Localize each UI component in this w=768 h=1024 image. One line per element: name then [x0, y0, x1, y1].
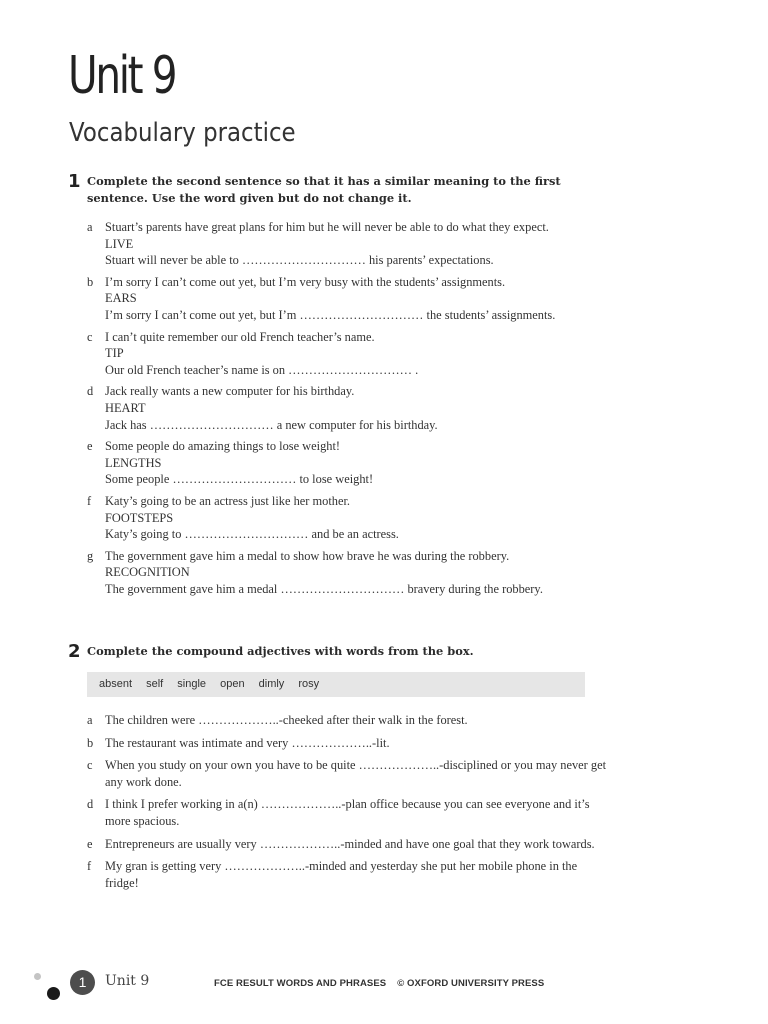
- exercise-1: [68, 173, 608, 597]
- item-sentence: I’m sorry I can’t come out yet, but I’m very busy with the students’ assignments.: [105, 274, 506, 289]
- item-letter: c: [87, 758, 93, 773]
- item-text: My gran is getting very ………………..-minded and yesterday she put her mobile phone in the fridge!: [105, 859, 578, 890]
- item-rewrite: Some people ………………………… to lose weight!: [105, 472, 374, 487]
- item-letter: g: [87, 548, 94, 563]
- item-keyword: RECOGNITION: [105, 565, 190, 580]
- item-sentence: Jack really wants a new computer for his birthday.: [105, 384, 355, 399]
- decorative-dot-icon: [47, 987, 60, 1000]
- exercise-instruction: Complete the compound adjectives with words from the box.: [87, 644, 474, 658]
- item-rewrite: Jack has ………………………… a new computer for his birthday.: [105, 417, 438, 432]
- exercise-item: [87, 836, 608, 853]
- item-letter: f: [87, 493, 92, 508]
- exercise-item: [87, 858, 608, 891]
- item-text: When you study on your own you have to be quite ………………..-disciplined or you may never get any work done.: [105, 758, 607, 789]
- footer-book-title: [214, 978, 544, 989]
- page-number-badge: 1: [70, 970, 95, 995]
- item-text: Entrepreneurs are usually very ………………..-minded and have one goal that they work towards.: [105, 836, 595, 851]
- book-title: FCE RESULT WORDS AND PHRASES: [214, 978, 387, 989]
- item-keyword: LIVE: [105, 236, 134, 251]
- exercise-item: [87, 274, 608, 324]
- exercise-number: 1: [68, 171, 81, 192]
- exercise-1-header: [68, 173, 608, 207]
- item-keyword: TIP: [105, 346, 124, 361]
- item-letter: a: [87, 220, 93, 234]
- item-letter: d: [87, 797, 94, 812]
- exercise-instruction: Complete the second sentence so that it has a similar meaning to the first sentence. Use the word given but do not change it.: [87, 174, 561, 205]
- item-text: The children were ………………..-cheeked after their walk in the forest.: [105, 713, 468, 727]
- item-keyword: LENGTHS: [105, 455, 162, 470]
- copyright-notice: © OXFORD UNIVERSITY PRESS: [397, 978, 545, 989]
- exercise-item: [87, 493, 608, 543]
- item-text: The restaurant was intimate and very ………………..-lit.: [105, 735, 390, 750]
- unit-title: Unit 9: [68, 46, 176, 106]
- item-letter: d: [87, 384, 94, 399]
- word-box-item: self: [146, 678, 164, 690]
- word-box-item: rosy: [298, 678, 320, 690]
- item-letter: b: [87, 274, 94, 289]
- exercise-number: 2: [68, 641, 81, 662]
- item-letter: f: [87, 859, 92, 874]
- word-box-item: single: [177, 678, 207, 690]
- item-rewrite: Katy’s going to ………………………… and be an actress.: [105, 527, 399, 542]
- item-letter: e: [87, 836, 93, 851]
- exercise-item: [87, 438, 608, 488]
- item-keyword: FOOTSTEPS: [105, 510, 174, 525]
- item-sentence: Some people do amazing things to lose weight!: [105, 439, 341, 454]
- item-keyword: EARS: [105, 291, 137, 306]
- exercise-item: [87, 548, 608, 598]
- item-text: I think I prefer working in a(n) ………………..-plan office because you can see everyone and it’s more spacious.: [105, 797, 590, 828]
- item-sentence: I can’t quite remember our old French teacher’s name.: [105, 329, 375, 344]
- item-letter: b: [87, 735, 94, 750]
- word-box: [87, 672, 585, 697]
- item-rewrite: The government gave him a medal ………………………… bravery during the robbery.: [105, 581, 543, 596]
- item-sentence: Stuart’s parents have great plans for him but he will never be able to do what they expect.: [105, 220, 549, 234]
- item-letter: e: [87, 439, 93, 454]
- item-rewrite: Our old French teacher’s name is on ………………………… .: [105, 362, 419, 377]
- word-box-item: absent: [99, 678, 133, 690]
- exercise-item: [87, 757, 608, 790]
- item-letter: a: [87, 713, 93, 727]
- exercise-item: [87, 735, 608, 752]
- item-rewrite: I’m sorry I can’t come out yet, but I’m ………………………… the students’ assignments.: [105, 307, 556, 322]
- item-letter: c: [87, 329, 93, 344]
- page-footer: [0, 962, 768, 1012]
- exercise-2-header: [68, 643, 608, 660]
- exercise-item: [87, 329, 608, 379]
- exercise-2: [68, 643, 608, 891]
- exercise-item: [87, 219, 608, 269]
- decorative-dot-icon: [34, 973, 41, 980]
- item-keyword: HEART: [105, 400, 146, 415]
- page-subtitle: Vocabulary practice: [69, 118, 296, 148]
- item-rewrite: Stuart will never be able to ………………………… his parents’ expectations.: [105, 253, 494, 268]
- footer-unit-label: Unit 9: [105, 973, 150, 989]
- exercise-item: [87, 383, 608, 433]
- item-sentence: Katy’s going to be an actress just like her mother.: [105, 493, 351, 508]
- word-box-item: open: [220, 678, 245, 690]
- exercise-item: [87, 796, 608, 829]
- item-sentence: The government gave him a medal to show how brave he was during the robbery.: [105, 548, 510, 563]
- word-box-item: dimly: [258, 678, 285, 690]
- exercise-item: [87, 712, 608, 729]
